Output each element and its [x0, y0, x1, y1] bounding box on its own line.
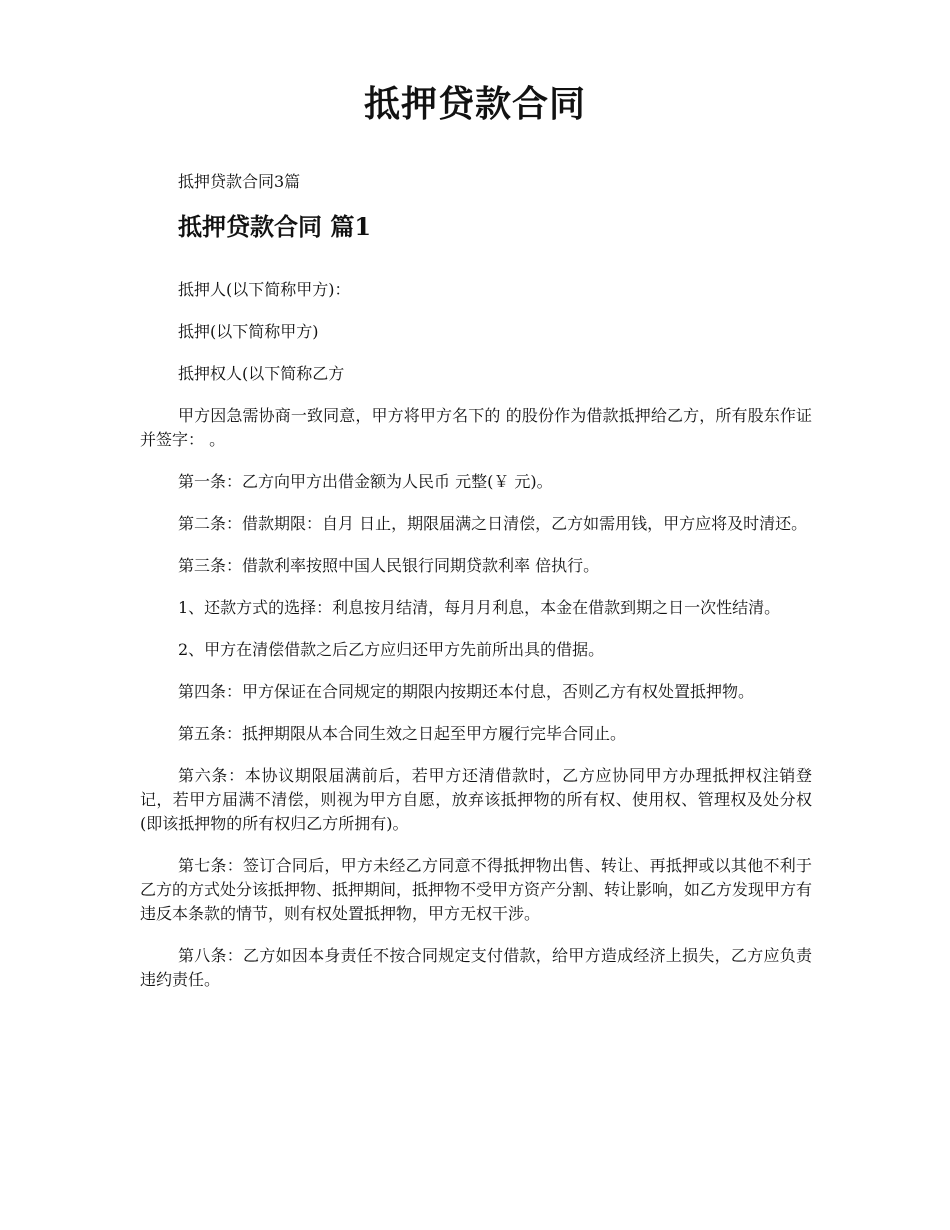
paragraph-article-5: 第五条：抵押期限从本合同生效之日起至甲方履行完毕合同止。	[178, 724, 627, 743]
document-title: 抵押贷款合同	[363, 83, 586, 125]
paragraph-repayment-method: 1、还款方式的选择：利息按月结清，每月月利息，本金在借款到期之日一次性结清。	[178, 598, 781, 617]
paragraph-article-7: 第七条：签订合同后，甲方未经乙方同意不得抵押物出售、转让、再抵押或以其他不利于乙方的方式处分该抵押物、抵押期间，抵押物不受甲方资产分割、转让影响，如乙方发现甲方有违反本条款的情节，则有权处置抵押物，甲方无权干涉。	[140, 856, 813, 923]
paragraph-article-2: 第二条：借款期限：自月 日止，期限届满之日清偿，乙方如需用钱，甲方应将及时清还。	[178, 514, 808, 533]
paragraph-return-receipt: 2、甲方在清偿借款之后乙方应归还甲方先前所出具的借据。	[178, 640, 605, 659]
paragraph-article-1: 第一条：乙方向甲方出借金额为人民币 元整(￥ 元)。	[178, 472, 553, 491]
document-subtitle: 抵押贷款合同3篇	[178, 172, 301, 191]
contract-body	[140, 278, 812, 1010]
paragraph-article-6: 第六条：本协议期限届满前后，若甲方还清借款时，乙方应协同甲方办理抵押权注销登记，若甲方届满不清偿，则视为甲方自愿，放弃该抵押物的所有权、使用权、管理权及处分权(即该抵押物的所有权归乙方所拥有)。	[140, 766, 812, 833]
paragraph-mortgage: 抵押(以下简称甲方)	[178, 322, 319, 341]
paragraph-mortgagor: 抵押人(以下简称甲方)：	[178, 280, 351, 299]
paragraph-article-4: 第四条：甲方保证在合同规定的期限内按期还本付息，否则乙方有权处置抵押物。	[178, 682, 755, 701]
section-heading: 抵押贷款合同 篇1	[178, 212, 372, 241]
paragraph-preamble: 甲方因急需协商一致同意，甲方将甲方名下的 的股份作为借款抵押给乙方，所有股东作证并签字： 。	[140, 406, 812, 449]
paragraph-article-8: 第八条：乙方如因本身责任不按合同规定支付借款，给甲方造成经济上损失，乙方应负责违约责任。	[140, 946, 812, 989]
paragraph-article-3: 第三条：借款利率按照中国人民银行同期贷款利率 倍执行。	[178, 556, 600, 575]
paragraph-mortgagee: 抵押权人(以下简称乙方	[178, 364, 345, 383]
